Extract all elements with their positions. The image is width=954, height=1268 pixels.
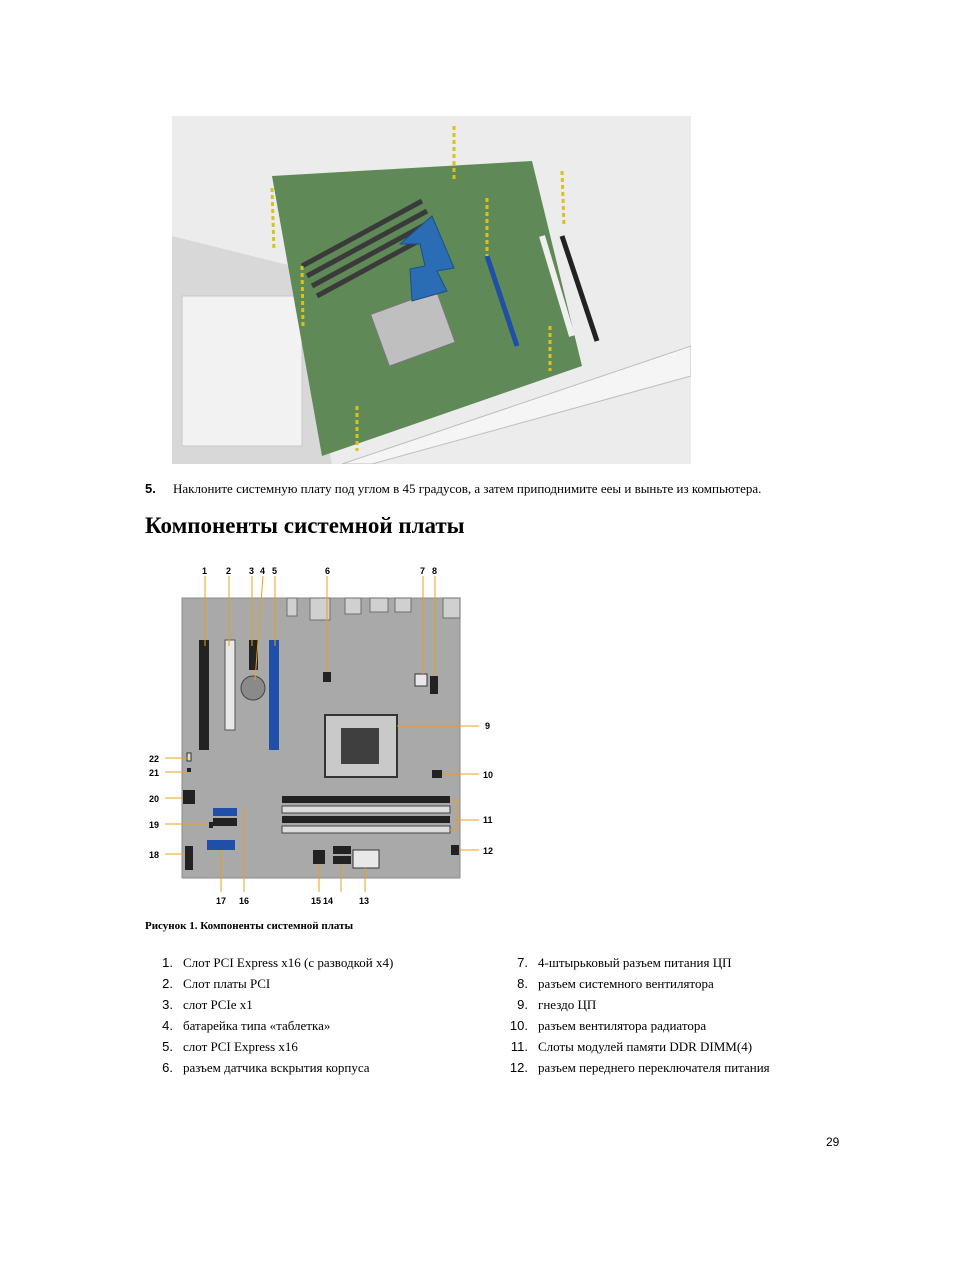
item-label: разъем вентилятора радиатора [538,1018,707,1033]
callout-12: 12 [483,846,494,856]
callout-9: 9 [485,721,491,731]
components-list-right [500,955,770,1081]
list-item [145,997,253,1018]
list-item [500,1018,707,1039]
callout-22: 22 [149,754,160,764]
item-label: разъем датчика вскрытия корпуса [183,1060,370,1075]
callout-15: 15 [311,896,322,906]
motherboard-components-diagram [145,560,505,910]
item-number: 6. [162,1060,173,1075]
list-item [145,976,271,997]
item-number: 2. [162,976,173,991]
callout-10: 10 [483,770,494,780]
motherboard-removal-photo [172,116,691,464]
item-label: разъем переднего переключателя питания [538,1060,770,1075]
item-label: слот PCI Express x16 [183,1039,298,1054]
components-list-left [145,955,394,1081]
item-number: 12. [509,1060,528,1075]
list-item [500,1060,770,1081]
item-label: разъем системного вентилятора [538,976,714,991]
step-number: 5. [145,481,156,496]
callout-21: 21 [149,768,160,778]
item-number: 11. [510,1039,528,1054]
callout-4: 4 [260,566,266,576]
item-number: 8. [517,976,528,991]
callout-14: 14 [323,896,334,906]
motherboard-diagram-svg [145,560,505,910]
item-number: 3. [162,997,173,1012]
callout-19: 19 [149,820,160,830]
list-item [145,1060,370,1081]
list-item [145,955,394,976]
item-label: гнездо ЦП [538,997,597,1012]
motherboard-photo-illustration [172,116,691,464]
list-item [145,1039,298,1060]
item-label: Слот платы PCI [183,976,271,991]
section-title: Компоненты системной платы [145,513,465,538]
callout-11: 11 [483,815,493,825]
list-item [500,955,732,976]
item-number: 7. [517,955,528,970]
item-label: 4-штырьковый разъем питания ЦП [538,955,732,970]
item-number: 9. [517,997,528,1012]
callout-5: 5 [272,566,278,576]
list-item [500,976,714,997]
list-item [500,997,597,1018]
callout-13: 13 [359,896,370,906]
item-number: 1. [162,955,173,970]
callout-17: 17 [216,896,227,906]
callout-3: 3 [249,566,255,576]
callout-2: 2 [226,566,232,576]
list-item [145,1018,331,1039]
item-label: батарейка типа «таблетка» [183,1018,331,1033]
callout-20: 20 [149,794,160,804]
callout-16: 16 [239,896,250,906]
item-number: 4. [162,1018,173,1033]
item-label: Слоты модулей памяти DDR DIMM(4) [538,1039,753,1054]
callout-18: 18 [149,850,160,860]
callout-7: 7 [420,566,426,576]
callout-1: 1 [202,566,208,576]
callout-6: 6 [325,566,331,576]
step-text: Наклоните системную плату под углом в 45 градусов, а затем приподнимите еeы и выньте из компьютера. [173,481,762,496]
page-number: 29 [826,1135,840,1149]
item-number: 5. [162,1039,173,1054]
callout-8: 8 [432,566,438,576]
list-item [500,1039,753,1060]
item-number: 10. [509,1018,528,1033]
item-label: слот PCIe x1 [183,997,253,1012]
figure-caption: Рисунок 1. Компоненты системной платы [145,920,354,932]
item-label: Слот PCI Express x16 (с разводкой x4) [183,955,394,970]
